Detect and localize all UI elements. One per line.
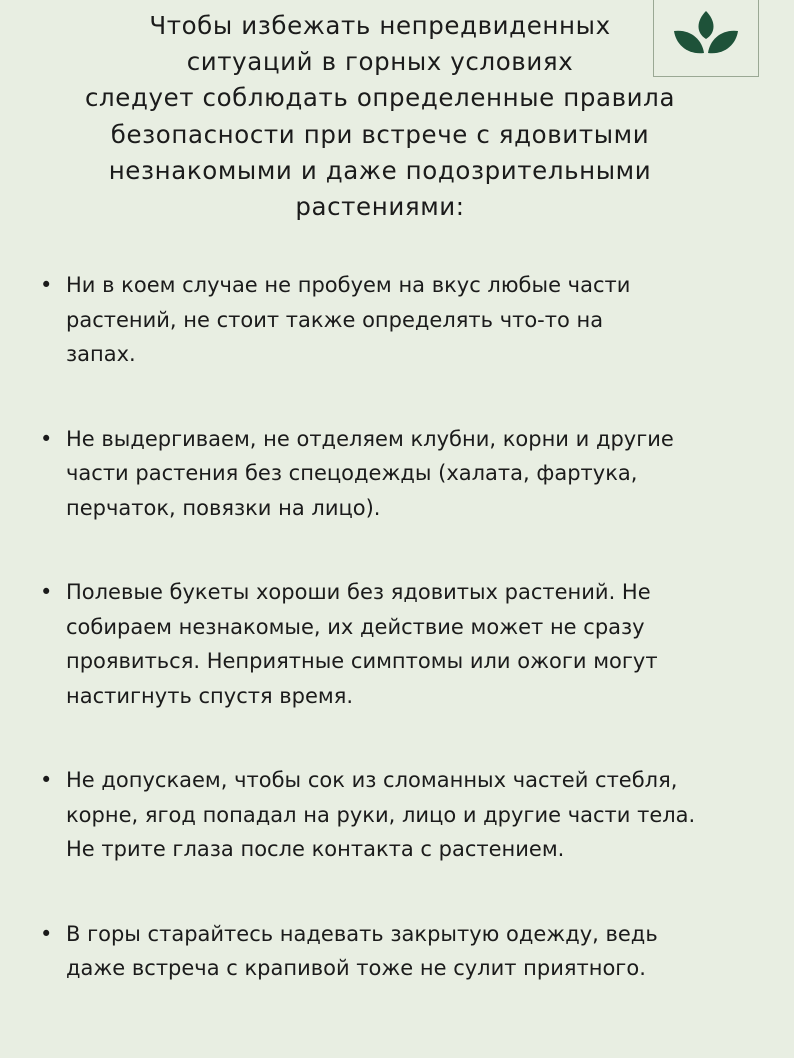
- title-line: следует соблюдать определенные правила: [84, 83, 676, 113]
- safety-rules-list: [38, 268, 758, 1036]
- rule-line: Не допускаем, чтобы сок из сломанных частей стебля,: [66, 768, 678, 792]
- list-item: [38, 763, 758, 867]
- page-title: [30, 8, 730, 225]
- list-item: [38, 917, 758, 986]
- title-line: Чтобы избежать непредвиденных: [149, 11, 611, 40]
- title-line: незнакомыми и даже подозрительными: [108, 155, 652, 185]
- rule-line: даже встреча с крапивой тоже не сулит приятного.: [66, 956, 646, 980]
- rule-line: Не выдергиваем, не отделяем клубни, корни и другие: [66, 426, 674, 451]
- title-line: растениями:: [295, 192, 465, 222]
- bullet-icon: •: [40, 921, 53, 946]
- title-line: ситуаций в горных условиях: [186, 47, 574, 77]
- bullet-icon: •: [40, 768, 53, 792]
- bullet-icon: •: [40, 580, 53, 604]
- bullet-icon: •: [40, 426, 53, 451]
- rule-line: настигнуть спустя время.: [66, 683, 354, 708]
- rule-line: Ни в коем случае не пробуем на вкус любые части: [66, 273, 631, 297]
- rule-line: Полевые букеты хороши без ядовитых растений. Не: [66, 580, 651, 604]
- list-item: [38, 575, 758, 713]
- list-item: [38, 422, 758, 526]
- rule-line: собираем незнакомые, их действие может не сразу: [66, 614, 645, 639]
- bullet-icon: •: [40, 273, 53, 297]
- title-line: безопасности при встрече с ядовитыми: [110, 119, 650, 149]
- rule-line: В горы старайтесь надевать закрытую одежду, ведь: [66, 921, 658, 946]
- rule-line: проявиться. Неприятные симптомы или ожоги могут: [66, 649, 658, 673]
- rule-line: перчаток, повязки на лицо).: [66, 495, 381, 520]
- rule-line: части растения без спецодежды (халата, фартука,: [66, 461, 638, 485]
- rule-line: Не трите глаза после контакта с растением.: [66, 837, 565, 861]
- list-item: [38, 268, 758, 372]
- rule-line: растений, не стоит также определять что-то на: [66, 307, 604, 332]
- rule-line: корне, ягод попадал на руки, лицо и другие части тела.: [66, 802, 696, 827]
- rule-line: запах.: [66, 342, 136, 366]
